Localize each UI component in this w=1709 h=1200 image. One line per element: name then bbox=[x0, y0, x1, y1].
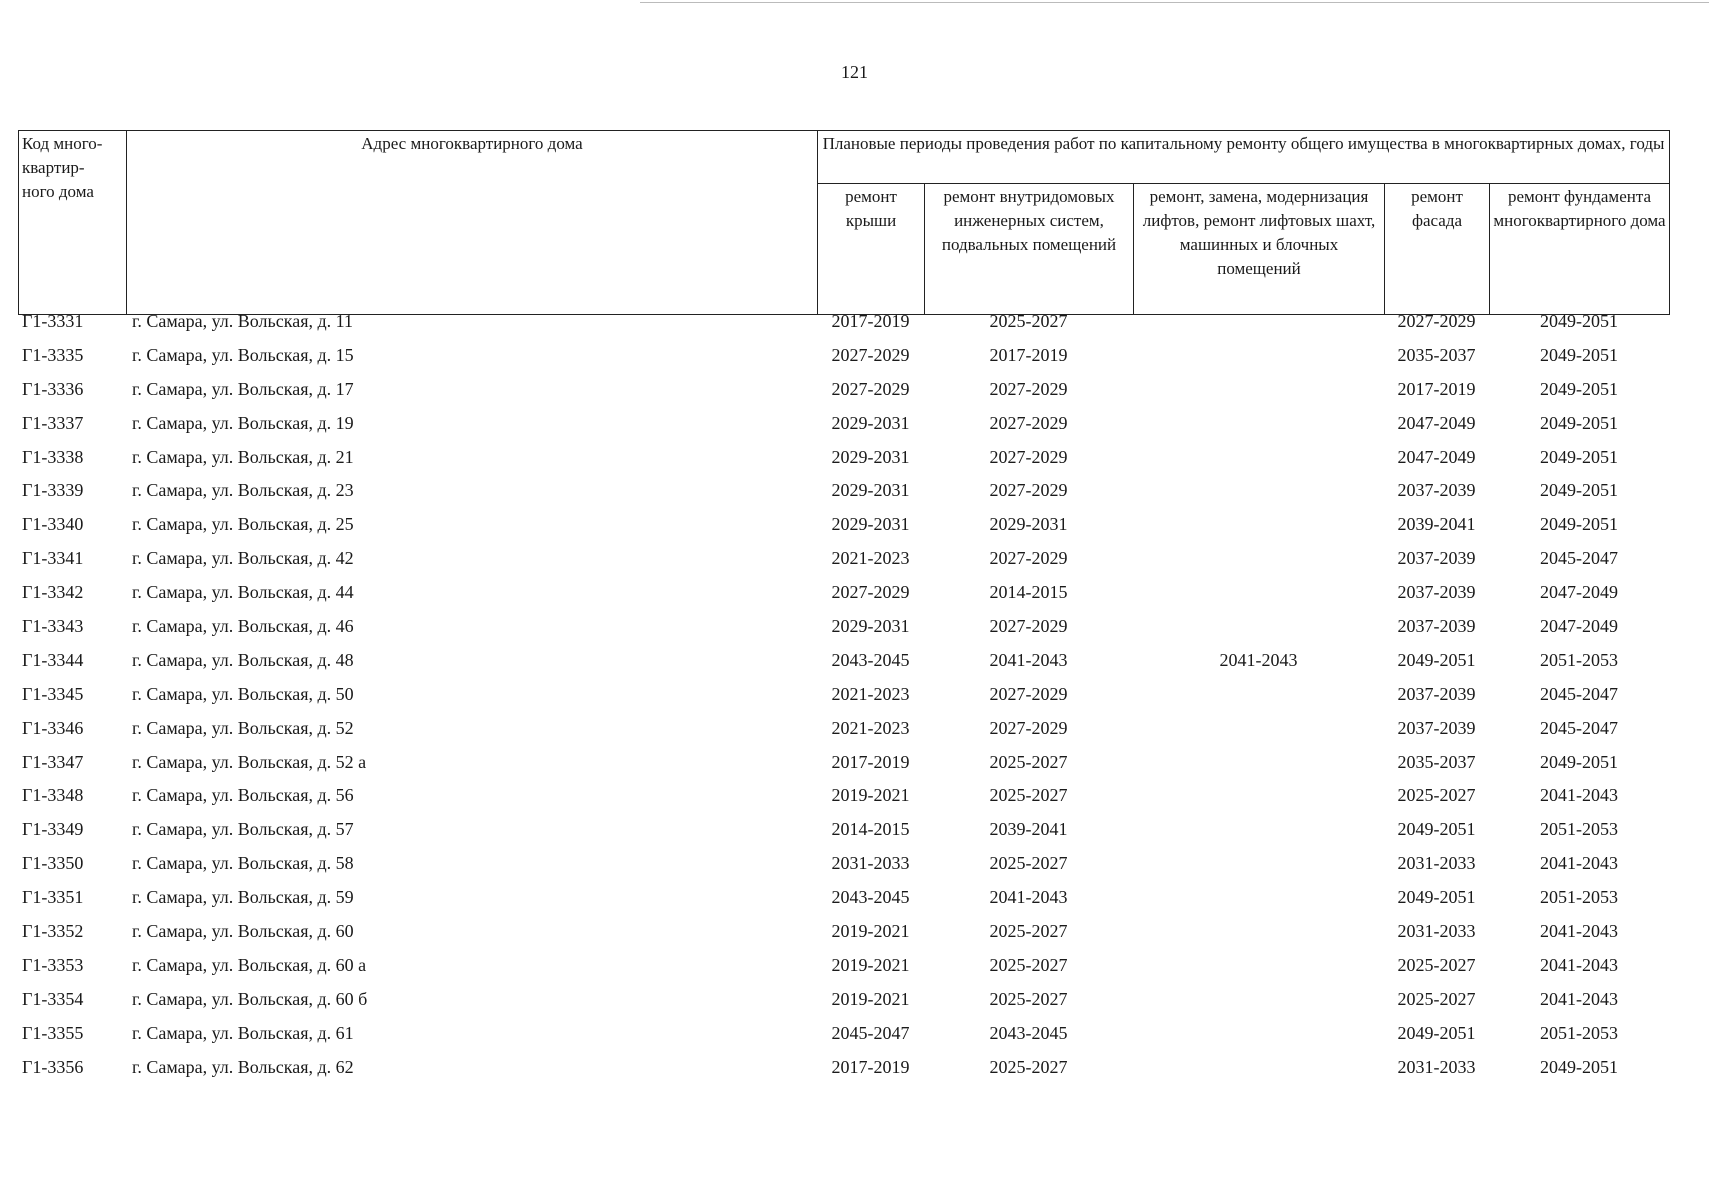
cell-roof: 2019-2021 bbox=[831, 785, 910, 806]
cell-code: Г1-3335 bbox=[22, 344, 84, 365]
table-row bbox=[18, 480, 1669, 514]
table-row bbox=[18, 752, 1669, 786]
cell-address: г. Самара, ул. Вольская, д. 21 bbox=[132, 446, 354, 467]
table-row bbox=[18, 379, 1669, 413]
cell-engineering-systems: 2027-2029 bbox=[989, 548, 1068, 569]
data-table bbox=[18, 311, 1669, 1090]
cell-foundation: 2051-2053 bbox=[1540, 819, 1618, 840]
cell-elevators bbox=[1133, 718, 1384, 752]
cell-elevators bbox=[1133, 955, 1384, 989]
cell-facade: 2039-2041 bbox=[1397, 514, 1476, 535]
cell-facade: 2049-2051 bbox=[1397, 1022, 1476, 1043]
cell-facade: 2017-2019 bbox=[1397, 378, 1476, 399]
cell-elevators bbox=[1133, 752, 1384, 786]
cell-address: г. Самара, ул. Вольская, д. 52 bbox=[132, 717, 354, 738]
data-rows bbox=[18, 311, 1669, 1090]
cell-foundation: 2049-2051 bbox=[1540, 1056, 1618, 1077]
cell-code: Г1-3349 bbox=[22, 819, 84, 840]
cell-address: г. Самара, ул. Вольская, д. 11 bbox=[132, 311, 353, 331]
cell-roof: 2029-2031 bbox=[831, 480, 910, 501]
cell-code: Г1-3355 bbox=[22, 1022, 84, 1043]
cell-foundation: 2051-2053 bbox=[1540, 887, 1618, 908]
cell-facade: 2037-2039 bbox=[1397, 548, 1476, 569]
cell-code: Г1-3353 bbox=[22, 954, 84, 975]
cell-facade: 2049-2051 bbox=[1397, 649, 1476, 670]
cell-facade: 2027-2029 bbox=[1397, 311, 1476, 331]
cell-elevators bbox=[1133, 853, 1384, 887]
cell-roof: 2029-2031 bbox=[831, 412, 910, 433]
header-code: Код много- квартир- ного дома bbox=[19, 131, 127, 315]
cell-roof: 2027-2029 bbox=[831, 378, 910, 399]
cell-roof: 2045-2047 bbox=[831, 1022, 910, 1043]
cell-engineering-systems: 2017-2019 bbox=[989, 344, 1068, 365]
table-row bbox=[18, 1057, 1669, 1091]
cell-address: г. Самара, ул. Вольская, д. 50 bbox=[132, 683, 354, 704]
table-row bbox=[18, 616, 1669, 650]
table-header bbox=[18, 130, 1670, 315]
cell-roof: 2017-2019 bbox=[831, 311, 910, 331]
cell-engineering-systems: 2025-2027 bbox=[989, 921, 1068, 942]
cell-facade: 2037-2039 bbox=[1397, 480, 1476, 501]
table-row bbox=[18, 785, 1669, 819]
cell-roof: 2027-2029 bbox=[831, 582, 910, 603]
cell-foundation: 2049-2051 bbox=[1540, 378, 1618, 399]
cell-roof: 2021-2023 bbox=[831, 683, 910, 704]
cell-address: г. Самара, ул. Вольская, д. 61 bbox=[132, 1022, 354, 1043]
cell-roof: 2029-2031 bbox=[831, 616, 910, 637]
cell-foundation: 2049-2051 bbox=[1540, 514, 1618, 535]
cell-address: г. Самара, ул. Вольская, д. 15 bbox=[132, 344, 354, 365]
cell-foundation: 2041-2043 bbox=[1540, 853, 1618, 874]
cell-code: Г1-3342 bbox=[22, 582, 84, 603]
cell-roof: 2014-2015 bbox=[831, 819, 910, 840]
cell-code: Г1-3339 bbox=[22, 480, 84, 501]
cell-code: Г1-3350 bbox=[22, 853, 84, 874]
cell-code: Г1-3347 bbox=[22, 751, 84, 772]
cell-address: г. Самара, ул. Вольская, д. 44 bbox=[132, 582, 354, 603]
cell-foundation: 2049-2051 bbox=[1540, 480, 1618, 501]
cell-elevators bbox=[1133, 413, 1384, 447]
cell-code: Г1-3337 bbox=[22, 412, 84, 433]
table-row bbox=[18, 514, 1669, 548]
table-row bbox=[18, 548, 1669, 582]
cell-address: г. Самара, ул. Вольская, д. 25 bbox=[132, 514, 354, 535]
cell-address: г. Самара, ул. Вольская, д. 23 bbox=[132, 480, 354, 501]
cell-roof: 2017-2019 bbox=[831, 1056, 910, 1077]
cell-elevators bbox=[1133, 785, 1384, 819]
cell-engineering-systems: 2039-2041 bbox=[989, 819, 1068, 840]
cell-engineering-systems: 2025-2027 bbox=[989, 785, 1068, 806]
cell-engineering-systems: 2027-2029 bbox=[989, 683, 1068, 704]
header-planned-periods: Плановые периоды проведения работ по капитальному ремонту общего имущества в многоквартирных домах, годы bbox=[818, 131, 1670, 184]
cell-address: г. Самара, ул. Вольская, д. 42 bbox=[132, 548, 354, 569]
cell-foundation: 2049-2051 bbox=[1540, 311, 1618, 331]
table-row bbox=[18, 921, 1669, 955]
cell-elevators: 2041-2043 bbox=[1219, 649, 1298, 670]
cell-address: г. Самара, ул. Вольская, д. 60 а bbox=[132, 954, 367, 975]
cell-address: г. Самара, ул. Вольская, д. 60 б bbox=[132, 988, 368, 1009]
table-row bbox=[18, 718, 1669, 752]
cell-address: г. Самара, ул. Вольская, д. 56 bbox=[132, 785, 354, 806]
table-row bbox=[18, 582, 1669, 616]
cell-roof: 2019-2021 bbox=[831, 988, 910, 1009]
cell-facade: 2037-2039 bbox=[1397, 683, 1476, 704]
cell-engineering-systems: 2027-2029 bbox=[989, 616, 1068, 637]
header-elevators: ремонт, замена, модернизация лифтов, ремонт лифтовых шахт, машинных и блочных помещений bbox=[1134, 183, 1385, 314]
table-row bbox=[18, 413, 1669, 447]
cell-foundation: 2041-2043 bbox=[1540, 988, 1618, 1009]
cell-elevators bbox=[1133, 311, 1384, 345]
cell-address: г. Самара, ул. Вольская, д. 62 bbox=[132, 1056, 354, 1077]
cell-foundation: 2049-2051 bbox=[1540, 446, 1618, 467]
cell-code: Г1-3345 bbox=[22, 683, 84, 704]
cell-engineering-systems: 2025-2027 bbox=[989, 311, 1068, 331]
cell-roof: 2031-2033 bbox=[831, 853, 910, 874]
table-row bbox=[18, 345, 1669, 379]
cell-roof: 2021-2023 bbox=[831, 548, 910, 569]
table-row bbox=[18, 1023, 1669, 1057]
cell-code: Г1-3351 bbox=[22, 887, 84, 908]
cell-foundation: 2041-2043 bbox=[1540, 954, 1618, 975]
cell-roof: 2043-2045 bbox=[831, 649, 910, 670]
cell-engineering-systems: 2025-2027 bbox=[989, 751, 1068, 772]
table-row bbox=[18, 311, 1669, 345]
cell-elevators bbox=[1133, 989, 1384, 1023]
cell-engineering-systems: 2027-2029 bbox=[989, 446, 1068, 467]
cell-facade: 2035-2037 bbox=[1397, 344, 1476, 365]
table-row bbox=[18, 955, 1669, 989]
table-row bbox=[18, 989, 1669, 1023]
cell-engineering-systems: 2025-2027 bbox=[989, 853, 1068, 874]
cell-engineering-systems: 2029-2031 bbox=[989, 514, 1068, 535]
table-row bbox=[18, 684, 1669, 718]
cell-facade: 2037-2039 bbox=[1397, 616, 1476, 637]
cell-address: г. Самара, ул. Вольская, д. 58 bbox=[132, 853, 354, 874]
cell-foundation: 2047-2049 bbox=[1540, 616, 1618, 637]
cell-code: Г1-3336 bbox=[22, 378, 84, 399]
cell-code: Г1-3346 bbox=[22, 717, 84, 738]
cell-facade: 2047-2049 bbox=[1397, 412, 1476, 433]
cell-code: Г1-3341 bbox=[22, 548, 84, 569]
cell-elevators bbox=[1133, 548, 1384, 582]
cell-code: Г1-3343 bbox=[22, 616, 84, 637]
cell-foundation: 2041-2043 bbox=[1540, 921, 1618, 942]
cell-foundation: 2045-2047 bbox=[1540, 717, 1618, 738]
cell-address: г. Самара, ул. Вольская, д. 19 bbox=[132, 412, 354, 433]
cell-engineering-systems: 2027-2029 bbox=[989, 480, 1068, 501]
cell-engineering-systems: 2041-2043 bbox=[989, 649, 1068, 670]
cell-elevators bbox=[1133, 1057, 1384, 1091]
cell-engineering-systems: 2014-2015 bbox=[989, 582, 1068, 603]
cell-facade: 2035-2037 bbox=[1397, 751, 1476, 772]
cell-code: Г1-3331 bbox=[22, 311, 84, 331]
cell-foundation: 2041-2043 bbox=[1540, 785, 1618, 806]
cell-elevators bbox=[1133, 345, 1384, 379]
cell-foundation: 2051-2053 bbox=[1540, 1022, 1618, 1043]
cell-elevators bbox=[1133, 819, 1384, 853]
cell-code: Г1-3352 bbox=[22, 921, 84, 942]
cell-elevators bbox=[1133, 514, 1384, 548]
cell-engineering-systems: 2027-2029 bbox=[989, 717, 1068, 738]
cell-roof: 2029-2031 bbox=[831, 514, 910, 535]
cell-elevators bbox=[1133, 480, 1384, 514]
cell-foundation: 2049-2051 bbox=[1540, 412, 1618, 433]
cell-address: г. Самара, ул. Вольская, д. 46 bbox=[132, 616, 354, 637]
cell-facade: 2031-2033 bbox=[1397, 1056, 1476, 1077]
cell-roof: 2043-2045 bbox=[831, 887, 910, 908]
page-number: 121 bbox=[841, 62, 868, 82]
cell-facade: 2037-2039 bbox=[1397, 717, 1476, 738]
cell-elevators bbox=[1133, 684, 1384, 718]
cell-address: г. Самара, ул. Вольская, д. 48 bbox=[132, 649, 354, 670]
cell-elevators bbox=[1133, 379, 1384, 413]
cell-facade: 2049-2051 bbox=[1397, 887, 1476, 908]
cell-foundation: 2049-2051 bbox=[1540, 344, 1618, 365]
cell-roof: 2027-2029 bbox=[831, 344, 910, 365]
cell-roof: 2017-2019 bbox=[831, 751, 910, 772]
cell-elevators bbox=[1133, 921, 1384, 955]
cell-code: Г1-3348 bbox=[22, 785, 84, 806]
cell-elevators bbox=[1133, 887, 1384, 921]
cell-address: г. Самара, ул. Вольская, д. 52 а bbox=[132, 751, 367, 772]
cell-roof: 2019-2021 bbox=[831, 954, 910, 975]
cell-roof: 2019-2021 bbox=[831, 921, 910, 942]
cell-code: Г1-3338 bbox=[22, 446, 84, 467]
cell-facade: 2025-2027 bbox=[1397, 988, 1476, 1009]
cell-address: г. Самара, ул. Вольская, д. 57 bbox=[132, 819, 354, 840]
cell-engineering-systems: 2025-2027 bbox=[989, 988, 1068, 1009]
cell-engineering-systems: 2027-2029 bbox=[989, 378, 1068, 399]
table-row bbox=[18, 819, 1669, 853]
cell-facade: 2031-2033 bbox=[1397, 853, 1476, 874]
cell-address: г. Самара, ул. Вольская, д. 17 bbox=[132, 378, 354, 399]
table-row bbox=[18, 447, 1669, 481]
scan-top-rule bbox=[640, 2, 1709, 3]
cell-code: Г1-3354 bbox=[22, 988, 84, 1009]
cell-facade: 2049-2051 bbox=[1397, 819, 1476, 840]
table-row bbox=[18, 853, 1669, 887]
cell-roof: 2021-2023 bbox=[831, 717, 910, 738]
cell-elevators bbox=[1133, 582, 1384, 616]
cell-engineering-systems: 2041-2043 bbox=[989, 887, 1068, 908]
header-engineering-systems: ремонт внутридомовых инженерных систем, подвальных помещений bbox=[925, 183, 1134, 314]
cell-address: г. Самара, ул. Вольская, д. 59 bbox=[132, 887, 354, 908]
header-foundation: ремонт фундамента многоквартирного дома bbox=[1490, 183, 1670, 314]
header-facade: ремонт фасада bbox=[1385, 183, 1490, 314]
cell-facade: 2031-2033 bbox=[1397, 921, 1476, 942]
cell-elevators bbox=[1133, 616, 1384, 650]
cell-facade: 2047-2049 bbox=[1397, 446, 1476, 467]
cell-foundation: 2049-2051 bbox=[1540, 751, 1618, 772]
cell-address: г. Самара, ул. Вольская, д. 60 bbox=[132, 921, 354, 942]
cell-roof: 2029-2031 bbox=[831, 446, 910, 467]
cell-facade: 2025-2027 bbox=[1397, 954, 1476, 975]
cell-facade: 2025-2027 bbox=[1397, 785, 1476, 806]
cell-foundation: 2045-2047 bbox=[1540, 548, 1618, 569]
table-row bbox=[18, 887, 1669, 921]
cell-code: Г1-3356 bbox=[22, 1056, 84, 1077]
table-row bbox=[18, 650, 1669, 684]
cell-foundation: 2047-2049 bbox=[1540, 582, 1618, 603]
cell-elevators bbox=[1133, 447, 1384, 481]
cell-facade: 2037-2039 bbox=[1397, 582, 1476, 603]
cell-foundation: 2045-2047 bbox=[1540, 683, 1618, 704]
cell-code: Г1-3344 bbox=[22, 649, 84, 670]
cell-code: Г1-3340 bbox=[22, 514, 84, 535]
cell-engineering-systems: 2025-2027 bbox=[989, 954, 1068, 975]
cell-elevators bbox=[1133, 1023, 1384, 1057]
cell-engineering-systems: 2025-2027 bbox=[989, 1056, 1068, 1077]
cell-engineering-systems: 2043-2045 bbox=[989, 1022, 1068, 1043]
cell-engineering-systems: 2027-2029 bbox=[989, 412, 1068, 433]
header-address: Адрес многоквартирного дома bbox=[127, 131, 818, 315]
cell-foundation: 2051-2053 bbox=[1540, 649, 1618, 670]
header-roof: ремонт крыши bbox=[818, 183, 925, 314]
